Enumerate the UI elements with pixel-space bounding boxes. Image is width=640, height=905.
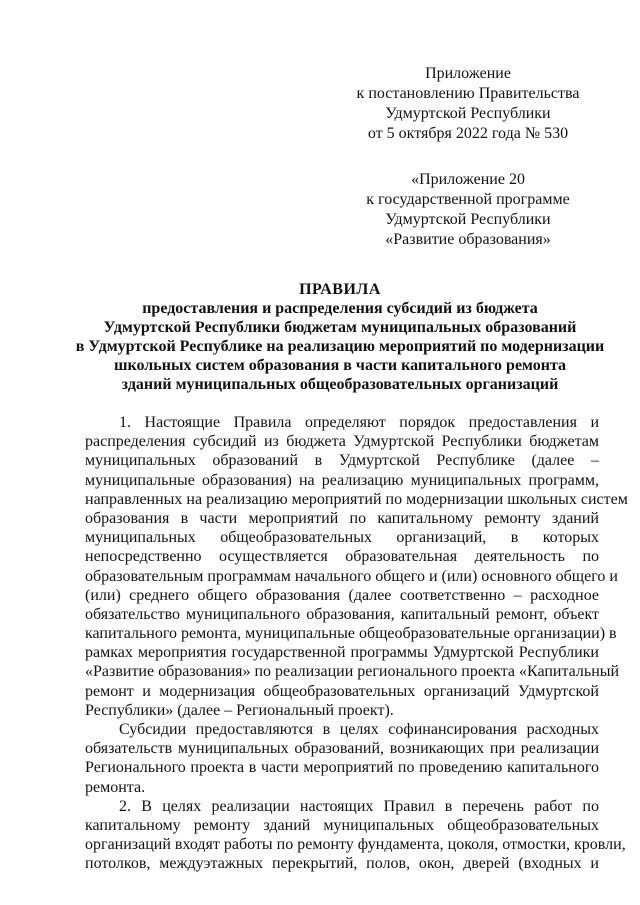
appendix-line: от 5 октября 2022 года № 530 [367, 125, 569, 142]
title-line: школьных систем образования в части капитального ремонта [113, 357, 567, 374]
body-line: ремонт и модернизация общеобразовательных организаций Удмуртской [85, 682, 599, 700]
appendix-line: «Приложение 20 [411, 171, 525, 188]
appendix-line: Приложение [425, 65, 511, 82]
body-line: 1. Настоящие Правила определяют порядок предоставления и [119, 414, 599, 431]
appendix-line: «Развитие образования» [385, 231, 551, 248]
document-title [70, 280, 610, 394]
appendix-line: Удмуртской Республики [385, 105, 551, 122]
body-line: обязательство муниципального образования, капитальный ремонт, объект [85, 605, 599, 623]
title-line: Удмуртской Республики бюджетам муниципальных образований [103, 319, 577, 336]
body-line: 2. В целях реализации настоящих Правил в перечень работ по [119, 797, 599, 815]
body-line: организаций входят работы по ремонту фундамента, цоколя, отмостки, кровли, [85, 836, 626, 854]
body-line: непосредственно осуществляется образовательная деятельность по [85, 548, 599, 566]
appendix-header [318, 64, 618, 144]
body-line: направленных на реализацию мероприятий по модернизации школьных систем [85, 490, 628, 508]
body-line: Республики» (далее – Региональный проект). [85, 701, 394, 719]
body-line: капитального ремонта, муниципальные общеобразовательные организации) в [85, 625, 617, 643]
body-line: капитальному ремонту зданий муниципальных общеобразовательных [85, 816, 599, 834]
body-line: Субсидии предоставляются в целях софинансирования расходных [119, 721, 599, 738]
body-line: потолков, междуэтажных перекрытий, полов, окон, дверей (входных и [85, 855, 599, 873]
body-line: «Развитие образования» по реализации регионального проекта «Капитальный [85, 663, 620, 681]
body-line: Регионального проекта в части мероприятий по проведению капитального [85, 759, 599, 777]
title-main: ПРАВИЛА [299, 281, 381, 298]
body-line: образования в части мероприятий по капитальному ремонту зданий [85, 509, 599, 527]
title-line: предоставления и распределения субсидий из бюджета [142, 300, 538, 317]
body-line: обязательств муниципальных образований, возникающих при реализации [85, 740, 599, 758]
body-line: распределения субсидий из бюджета Удмуртской Республики бюджетам [85, 433, 599, 451]
body-line: муниципальных образований в Удмуртской Республике (далее – [85, 452, 599, 470]
appendix-line: к государственной программе [366, 191, 570, 208]
body-line: муниципальные образования) на реализацию муниципальных программ, [85, 471, 599, 489]
appendix-line: к постановлению Правительства [356, 85, 580, 102]
body-line: муниципальных общеобразовательных организаций, в которых [85, 529, 599, 547]
appendix-program [318, 170, 618, 250]
appendix-line: Удмуртской Республики [385, 211, 551, 228]
body-line: образовательным программам начального общего и (или) основного общего и [85, 567, 618, 585]
title-line: зданий муниципальных общеобразовательных организаций [121, 376, 559, 393]
body-line: рамках мероприятия государственной программы Удмуртской Республики [85, 644, 599, 662]
document-body [85, 413, 628, 874]
body-line: ремонта. [85, 778, 146, 796]
title-line: в Удмуртской Республике на реализацию мероприятий по модернизации [75, 338, 605, 355]
body-line: (или) среднего общего образования (далее соответственно – расходное [85, 586, 599, 604]
